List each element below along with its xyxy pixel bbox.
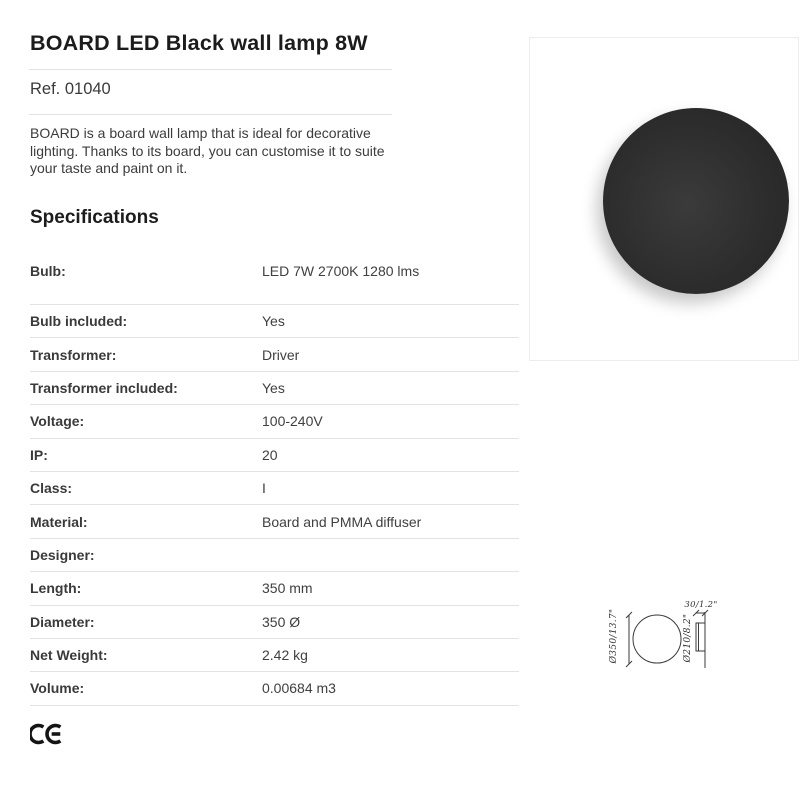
product-photo-frame <box>529 37 799 361</box>
divider <box>29 69 392 70</box>
spec-label: Transformer: <box>30 346 117 363</box>
spec-row <box>30 305 519 338</box>
spec-row <box>30 572 519 605</box>
front-view-circle <box>633 615 681 663</box>
page-title: BOARD LED Black wall lamp 8W <box>30 31 368 55</box>
spec-label: Diameter: <box>30 613 95 630</box>
spec-value: Driver <box>262 346 300 363</box>
spec-label: Length: <box>30 580 82 597</box>
spec-label: Class: <box>30 480 73 497</box>
spec-row <box>30 539 519 572</box>
spec-row <box>30 439 519 472</box>
spec-label: Material: <box>30 513 88 530</box>
ce-mark-icon <box>30 722 64 746</box>
spec-value: 20 <box>262 446 278 463</box>
spec-value: Yes <box>262 313 285 330</box>
depth-label: 30/1.2" <box>684 600 718 610</box>
spec-label: Bulb included: <box>30 313 128 330</box>
spec-value: 0.00684 m3 <box>262 680 336 697</box>
spec-label: Transformer included: <box>30 379 178 396</box>
spec-row <box>30 338 519 371</box>
spec-table <box>30 252 519 706</box>
spec-value: LED 7W 2700K 1280 lms <box>262 263 420 279</box>
spec-row <box>30 472 519 505</box>
spec-value: 100-240V <box>262 413 323 430</box>
spec-label: Bulb: <box>30 263 66 279</box>
front-diameter-label: Ø350/13.7" <box>609 608 619 664</box>
spec-row <box>30 606 519 639</box>
spec-row <box>30 405 519 438</box>
spec-value: Yes <box>262 379 285 396</box>
spec-value: 350 Ø <box>262 613 301 630</box>
spec-row <box>30 639 519 672</box>
product-photo <box>603 108 789 294</box>
spec-value: 2.42 kg <box>262 647 308 664</box>
side-view-profile <box>696 623 705 651</box>
spec-row <box>30 252 519 305</box>
spec-value: 350 mm <box>262 580 313 597</box>
spec-row <box>30 505 519 538</box>
specifications-heading: Specifications <box>30 207 159 228</box>
spec-row <box>30 372 519 405</box>
spec-value: Board and PMMA diffuser <box>262 513 422 530</box>
spec-label: Volume: <box>30 680 85 697</box>
product-description: BOARD is a board wall lamp that is ideal for decorative lighting. Thanks to its board, you can customise it to suite your taste and paint on it. <box>30 125 385 176</box>
divider <box>29 114 392 115</box>
product-reference: Ref. 01040 <box>30 80 111 98</box>
spec-label: Designer: <box>30 546 95 563</box>
spec-label: IP: <box>30 446 48 463</box>
spec-row <box>30 672 519 705</box>
side-diameter-label: Ø210/8.2" <box>683 613 693 663</box>
spec-label: Net Weight: <box>30 647 108 664</box>
spec-value: I <box>262 480 266 497</box>
spec-label: Voltage: <box>30 413 85 430</box>
dimension-drawing <box>590 592 730 687</box>
